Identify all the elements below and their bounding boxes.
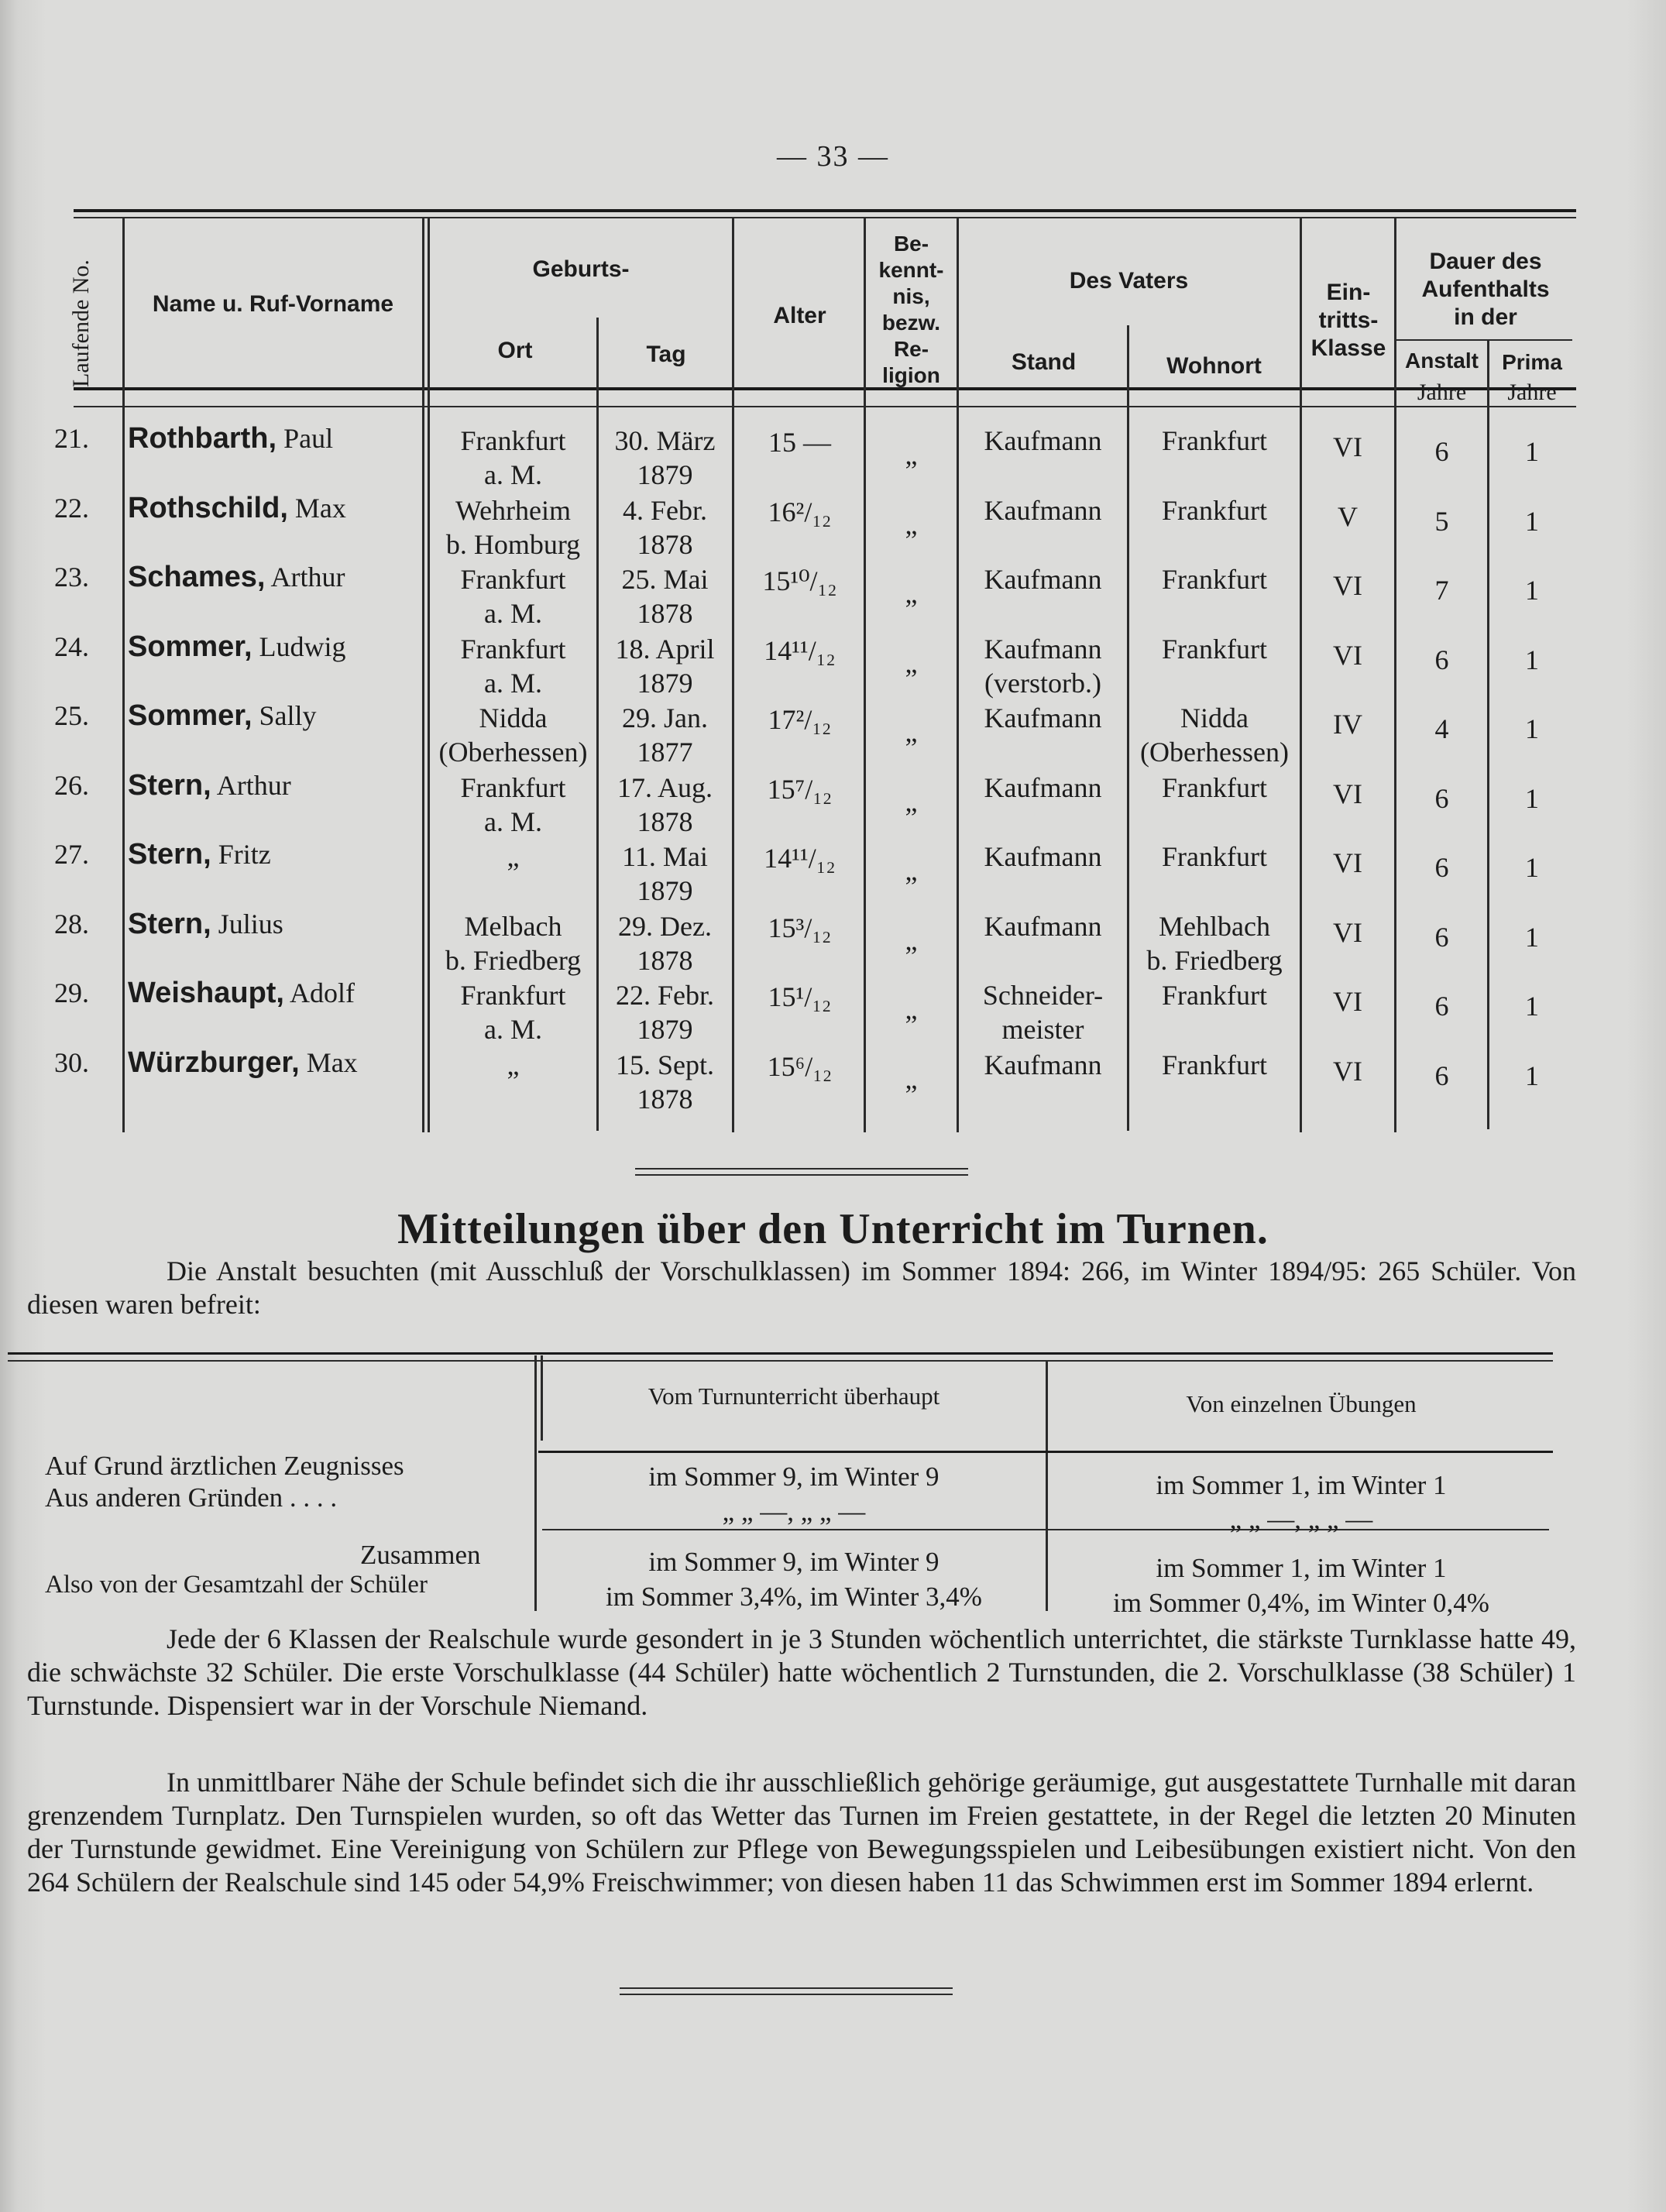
cell-tag-line: 4. Febr. [622,495,707,526]
cell-religion: „ [905,1063,918,1094]
cell-anstalt: 6 [1434,436,1449,467]
student-surname: Stern, [128,838,211,871]
cell-prima: 1 [1525,922,1539,953]
cell-stand-line: Kaufmann [984,911,1102,942]
row-number: 24. [54,631,89,662]
cell-tag-line: 22. Febr. [615,980,714,1011]
cell-tag-line: 1879 [637,668,693,699]
header-eintritts-klasse: Ein- tritts- Klasse [1310,280,1386,361]
student-name [128,561,345,594]
cell-alter: 14¹¹/₁₂ [764,635,836,666]
cell-alter: 15¹/₁₂ [768,981,832,1012]
cell-ort-line: Frankfurt [460,634,566,665]
cell-stand-line: Kaufmann [984,841,1102,872]
ex-row1-col2: im Sommer 1, im Winter 1 [1156,1470,1447,1500]
cell-religion: „ [905,855,918,886]
cell-tag [598,493,732,562]
ex-top-rule [8,1352,1553,1355]
cell-klasse: VI [1333,847,1362,878]
cell-stand [959,840,1127,874]
cell-stand-line: Kaufmann [984,634,1102,665]
row-number: 25. [54,700,89,731]
student-firstname: Sally [259,700,317,731]
cell-wohnort [1129,771,1300,805]
cell-wohnort [1129,493,1300,527]
ex-row3-col2: im Sommer 1, im Winter 1 [1156,1553,1447,1583]
cell-wohnort-line: Frankfurt [1162,564,1267,595]
separator-rule-2 [635,1174,968,1176]
ex-row2-col1: „ „ —, „ „ — [722,1496,866,1527]
table-top-rule-thin [74,217,1576,218]
cell-stand-line: Kaufmann [984,564,1102,595]
row-number: 21. [54,423,89,454]
student-surname: Sommer, [128,699,252,732]
cell-religion: „ [905,647,918,678]
cell-alter: 15⁷/₁₂ [767,774,833,805]
cell-wohnort-line: Frankfurt [1162,980,1267,1011]
cell-anstalt: 5 [1434,506,1449,537]
cell-ort-line: Frankfurt [460,980,566,1011]
student-firstname: Ludwig [259,631,346,662]
cell-klasse: VI [1333,640,1362,671]
ex-row4-label: Also von der Gesamtzahl der Schüler [45,1571,428,1599]
col-line-2 [422,218,424,1132]
table-top-rule [74,209,1576,212]
student-firstname: Fritz [218,839,271,870]
cell-religion: „ [905,786,918,817]
dauer-sub-rule [1394,339,1572,341]
cell-prima: 1 [1525,644,1539,675]
cell-stand-line: Schneider- [982,980,1104,1011]
ex-top-rule-thin [8,1360,1553,1362]
student-firstname: Max [294,493,346,524]
cell-wohnort-line: b. Friedberg [1146,945,1283,976]
student-surname: Rothschild, [128,492,288,524]
student-name [128,908,283,941]
cell-tag [598,632,732,700]
cell-religion: „ [905,439,918,470]
cell-tag-line: 1879 [637,1014,693,1045]
ex-row1-col1: im Sommer 9, im Winter 9 [648,1462,939,1492]
cell-wohnort-line: Nidda [1180,702,1249,733]
student-name [128,1046,358,1080]
cell-tag-line: 29. Jan. [622,702,708,733]
cell-ort-line: Frankfurt [460,564,566,595]
cell-anstalt: 6 [1434,922,1449,953]
cell-ort-line: a. M. [484,1014,542,1045]
cell-tag-line: 29. Dez. [618,911,712,942]
row-number: 27. [54,839,89,870]
row-number: 23. [54,562,89,592]
header-tag: Tag [646,342,686,367]
cell-ort-line: a. M. [484,806,542,837]
student-name [128,492,346,525]
cell-ort-line: „ [507,1049,520,1080]
cell-prima: 1 [1525,783,1539,814]
cell-ort-line: a. M. [484,459,542,490]
cell-wohnort [1129,909,1300,977]
cell-wohnort-line: (Oberhessen) [1140,737,1289,768]
student-surname: Würzburger, [128,1046,300,1079]
header-laufende-no: Laufende No. [68,259,94,387]
cell-ort-line: (Oberhessen) [438,737,588,768]
cell-stand-line: Kaufmann [984,495,1102,526]
cell-ort-line: Melbach [464,911,562,942]
cell-wohnort-line: Mehlbach [1159,911,1270,942]
bottom-separator [620,1987,953,1989]
cell-wohnort [1129,1048,1300,1082]
cell-wohnort-line: Frankfurt [1162,634,1267,665]
cell-stand [959,909,1127,943]
cell-tag-line: 1878 [637,806,693,837]
cell-stand [959,771,1127,805]
cell-stand [959,632,1127,700]
cell-prima: 1 [1525,852,1539,883]
ex-col1-header: Vom Turnunterricht überhaupt [648,1382,940,1410]
student-surname: Weishaupt, [128,977,284,1009]
student-firstname: Julius [218,908,283,939]
header-dauer: Dauer des Aufenthalts in der [1421,249,1550,330]
cell-ort-line: b. Friedberg [445,945,582,976]
ex-col2-header: Von einzelnen Übungen [1186,1390,1417,1417]
cell-ort [430,632,596,700]
cell-anstalt: 6 [1434,1060,1449,1091]
cell-ort-line: a. M. [484,598,542,629]
col-line-1 [122,218,125,1132]
cell-prima: 1 [1525,1060,1539,1091]
ex-row3-col1: im Sommer 9, im Winter 9 [648,1547,939,1577]
cell-wohnort [1129,424,1300,458]
cell-wohnort [1129,978,1300,1012]
cell-tag-line: 18. April [615,634,715,665]
cell-wohnort [1129,562,1300,596]
intro-text: Die Anstalt besuchten (mit Ausschluß der Vorschulklassen) im Sommer 1894: 266, im Winter 1894/95: 265 Schüler. Von diesen waren befreit: [27,1255,1576,1320]
cell-ort-line: Frankfurt [460,425,566,456]
separator-rule [635,1168,968,1170]
cell-ort [430,978,596,1046]
cell-religion: „ [905,925,918,956]
cell-anstalt: 7 [1434,575,1449,606]
ex-col-line-1 [534,1355,537,1611]
ex-row4-col1: im Sommer 3,4%, im Winter 3,4% [606,1582,982,1612]
cell-wohnort [1129,840,1300,874]
cell-wohnort-line: Frankfurt [1162,1049,1267,1080]
cell-anstalt: 6 [1434,852,1449,883]
cell-tag-line: 1878 [637,529,693,560]
cell-tag-line: 17. Aug. [617,772,713,803]
cell-klasse: VI [1333,986,1362,1017]
cell-wohnort-line: Frankfurt [1162,772,1267,803]
cell-alter: 15³/₁₂ [768,912,832,943]
cell-ort [430,840,596,874]
cell-tag [598,701,732,769]
cell-ort-line: a. M. [484,668,542,699]
cell-stand [959,493,1127,527]
cell-stand-line: Kaufmann [984,702,1102,733]
cell-klasse: VI [1333,778,1362,809]
student-firstname: Adolf [290,977,356,1008]
cell-religion: „ [905,509,918,540]
student-name [128,838,271,871]
student-firstname: Paul [283,423,334,454]
cell-ort [430,701,596,769]
cell-klasse: VI [1333,570,1362,601]
page-number: — 33 — [777,140,889,173]
cell-stand-line: Kaufmann [984,425,1102,456]
cell-ort-line: „ [507,841,520,872]
cell-prima: 1 [1525,436,1539,467]
cell-religion: „ [905,578,918,609]
cell-klasse: VI [1333,917,1362,948]
cell-stand-line: Kaufmann [984,772,1102,803]
cell-tag [598,562,732,630]
cell-wohnort [1129,701,1300,769]
cell-alter: 15¹⁰/₁₂ [762,565,837,596]
cell-tag [598,909,732,977]
cell-wohnort [1129,632,1300,666]
cell-wohnort-line: Frankfurt [1162,841,1267,872]
row-number: 26. [54,770,89,801]
cell-alter: 16²/₁₂ [768,496,832,527]
header-alter: Alter [773,303,826,328]
cell-stand [959,562,1127,596]
student-firstname: Arthur [216,770,291,801]
cell-alter: 15 — [768,427,831,458]
cell-ort-line: Wehrheim [455,495,572,526]
cell-stand [959,978,1127,1046]
header-stand: Stand [1011,349,1077,375]
cell-anstalt: 6 [1434,783,1449,814]
cell-anstalt: 6 [1434,991,1449,1022]
cell-wohnort-line: Frankfurt [1162,425,1267,456]
student-name [128,699,317,733]
row-number: 22. [54,493,89,524]
col-line-4 [732,218,734,1132]
cell-ort [430,424,596,492]
header-anstalt: Anstalt [1405,349,1479,373]
header-wohnort: Wohnort [1166,353,1262,379]
cell-stand-line: Kaufmann [984,1049,1102,1080]
cell-tag-line: 30. März [614,425,716,456]
cell-ort-line: b. Homburg [445,529,581,560]
student-firstname: Arthur [270,562,345,592]
cell-prima: 1 [1525,991,1539,1022]
student-name [128,769,291,802]
cell-klasse: IV [1333,709,1362,740]
cell-klasse: VI [1333,1056,1362,1087]
cell-alter: 15⁶/₁₂ [767,1051,833,1082]
cell-prima: 1 [1525,713,1539,744]
cell-anstalt: 6 [1434,644,1449,675]
student-surname: Schames, [128,561,266,593]
cell-tag-line: 1879 [637,459,693,490]
cell-anstalt: 4 [1434,713,1449,744]
cell-ort [430,1048,596,1082]
header-des-vaters: Des Vaters [1069,268,1189,294]
cell-tag [598,424,732,492]
section-title: Mitteilungen über den Unterricht im Turnen. [397,1205,1269,1253]
cell-stand [959,424,1127,458]
header-geburts: Geburts- [532,256,630,282]
cell-ort [430,493,596,562]
header-bottom-rule [74,387,1576,390]
cell-religion: „ [905,716,918,747]
student-name [128,630,346,664]
student-name [128,977,355,1010]
ex-row2-col2: „ „ —, „ „ — [1229,1504,1373,1534]
ex-row2-label: Aus anderen Gründen . . . . [45,1482,338,1513]
cell-tag-line: 25. Mai [621,564,709,595]
cell-stand [959,1048,1127,1082]
cell-tag-line: 1877 [637,737,693,768]
cell-tag-line: 1878 [637,1084,693,1115]
cell-tag [598,1048,732,1116]
cell-tag [598,771,732,839]
cell-alter: 14¹¹/₁₂ [764,843,836,874]
student-firstname: Max [306,1047,358,1078]
cell-alter: 17²/₁₂ [768,704,832,735]
student-surname: Sommer, [128,630,252,663]
cell-ort [430,771,596,839]
cell-prima: 1 [1525,506,1539,537]
cell-stand-line: meister [1001,1014,1084,1045]
student-surname: Stern, [128,769,211,802]
row-number: 30. [54,1047,89,1078]
ex-row4-col2: im Sommer 0,4%, im Winter 0,4% [1113,1588,1489,1618]
bottom-separator-2 [620,1994,953,1995]
ex-col-line-2 [1046,1362,1048,1611]
cell-ort [430,909,596,977]
row-number: 28. [54,908,89,939]
cell-tag-line: 11. Mai [622,841,708,872]
cell-ort [430,562,596,630]
header-name: Name u. Ruf-Vorname [152,291,394,317]
ex-row3-label: Zusammen [360,1540,481,1570]
cell-prima: 1 [1525,575,1539,606]
header-bekenntnis: Be- kennt- nis, bezw. Re- ligion [878,232,944,387]
student-surname: Rothbarth, [128,422,277,455]
student-name [128,422,333,455]
cell-tag [598,840,732,908]
cell-tag-line: 1878 [637,945,693,976]
cell-tag-line: 1878 [637,598,693,629]
ex-header-rule [538,1451,1553,1453]
header-jahre-prima: Jahre [1507,380,1557,405]
header-ort: Ort [497,338,533,363]
cell-tag [598,978,732,1046]
cell-wohnort-line: Frankfurt [1162,495,1267,526]
cell-tag-line: 15. Sept. [615,1049,714,1080]
cell-ort-line: Frankfurt [460,772,566,803]
cell-ort-line: Nidda [479,702,548,733]
ex-row1-label: Auf Grund ärztlichen Zeugnisses [45,1451,404,1481]
row-number: 29. [54,977,89,1008]
cell-klasse: V [1338,501,1358,532]
cell-stand-line: (verstorb.) [984,668,1101,699]
student-surname: Stern, [128,908,211,940]
paragraph-2: In unmittlbarer Nähe der Schule befindet sich die ihr ausschließlich gehörige geräumige, gut ausgestattete Turnhalle mit daran grenzendem Turnplatz. Den Turnspielen wurden, so oft das Wetter das Turnen im Freien gestattete, in der Regel die letzten 20 Minuten der Turnstunde gewidmet. Eine Vereinigung von Schülern zur Pflege von Bewegungsspielen und Leibesübungen existiert nicht. Von den 264 Schülern der Realschule sind 145 oder 54,9% Freischwimmer; von diesen haben 11 das Schwimmen erst im Sommer 1894 erlernt. [27,1767,1576,1898]
paragraph-1: Jede der 6 Klassen der Realschule wurde gesondert in je 3 Stunden wöchentlich unterrichtet, die stärkste Turnklasse hatte 49, die schwächste 32 Schüler. Die erste Vorschulklasse (44 Schüler) hatte wöchentlich 2 Turnstunden, die 2. Vorschulklasse (38 Schüler) 1 Turnstunde. Dispensiert war in der Vorschule Niemand. [27,1623,1576,1721]
header-jahre-anstalt: Jahre [1417,380,1467,405]
header-bottom-rule-thin [74,406,1576,407]
cell-religion: „ [905,994,918,1025]
cell-tag-line: 1879 [637,875,693,906]
header-prima: Prima [1502,350,1562,374]
cell-klasse: VI [1333,431,1362,462]
cell-stand [959,701,1127,735]
